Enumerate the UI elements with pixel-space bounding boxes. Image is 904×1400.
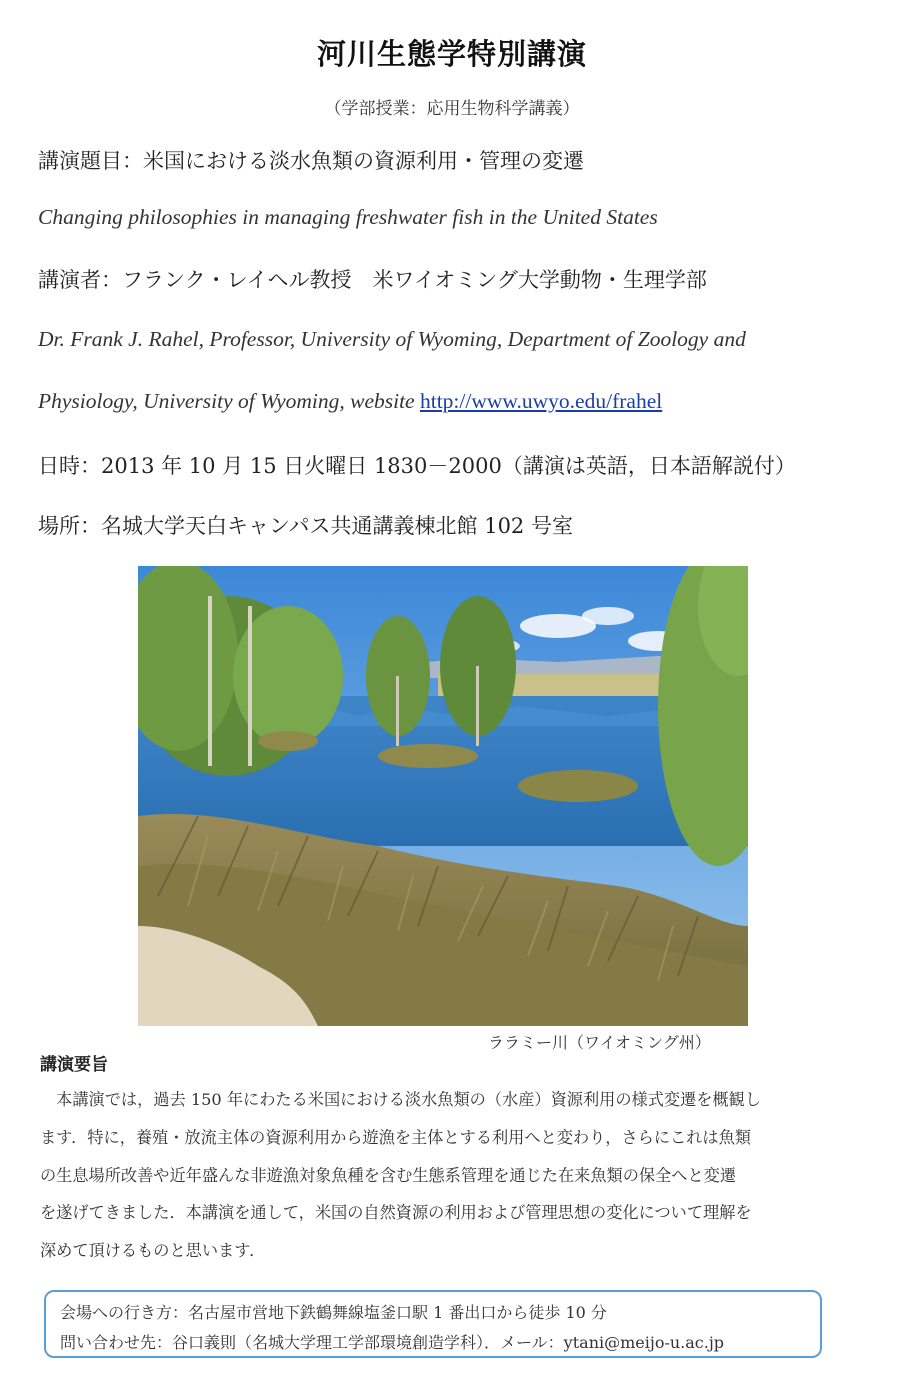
- speaker-en-line1: Dr. Frank J. Rahel, Professor, University of Wyoming, Department of Zoology and: [38, 327, 746, 351]
- abstract-line: を遂げてきました．本講演を通して，米国の自然資源の利用および管理思想の変化について理解を: [40, 1203, 752, 1222]
- abstract-line: 深めて頂けるものと思います．: [40, 1241, 266, 1260]
- page-title: 河川生態学特別講演: [316, 37, 587, 71]
- access-directions: 会場への行き方：名古屋市営地下鉄鶴舞線塩釜口駅 1 番出口から徒歩 10 分: [60, 1303, 607, 1322]
- river-photo: [138, 566, 748, 1026]
- abstract-line: ます．特に，養殖・放流主体の資源利用から遊漁を主体とする利用へと変わり，さらにこれは魚類: [40, 1128, 751, 1147]
- lecture-topic-en: Changing philosophies in managing freshwater fish in the United States: [38, 205, 658, 229]
- lecture-venue: 場所：名城大学天白キャンパス共通講義棟北館 102 号室: [38, 514, 573, 538]
- page-subtitle: （学部授業：応用生物科学講義）: [324, 99, 580, 119]
- lecture-topic-jp: 講演題目：米国における淡水魚類の資源利用・管理の変遷: [38, 149, 584, 173]
- contact-info: 問い合わせ先：谷口義則（名城大学理工学部環境創造学科）．メール：ytani@meijo-u.ac.jp: [60, 1333, 725, 1352]
- photo-caption: ララミー川（ワイオミング州）: [488, 1033, 711, 1052]
- abstract-heading: 講演要旨: [40, 1055, 108, 1075]
- speaker-jp: 講演者：フランク・レイヘル教授 米ワイオミング大学動物・生理学部: [38, 268, 707, 292]
- speaker-en-line2: [38, 389, 662, 414]
- lecture-datetime: 日時：2013 年 10 月 15 日火曜日 1830－2000（講演は英語，日本語解説付）: [38, 454, 796, 478]
- speaker-en-line2-text: Physiology, University of Wyoming, website: [38, 389, 415, 413]
- abstract-line: の生息場所改善や近年盛んな非遊漁対象魚種を含む生態系管理を通じた在来魚類の保全へと変遷: [40, 1166, 737, 1185]
- abstract-line: 本講演では，過去 150 年にわたる米国における淡水魚類の（水産）資源利用の様式変遷を概観し: [40, 1090, 762, 1109]
- website-link[interactable]: http://www.uwyo.edu/frahel: [419, 389, 663, 413]
